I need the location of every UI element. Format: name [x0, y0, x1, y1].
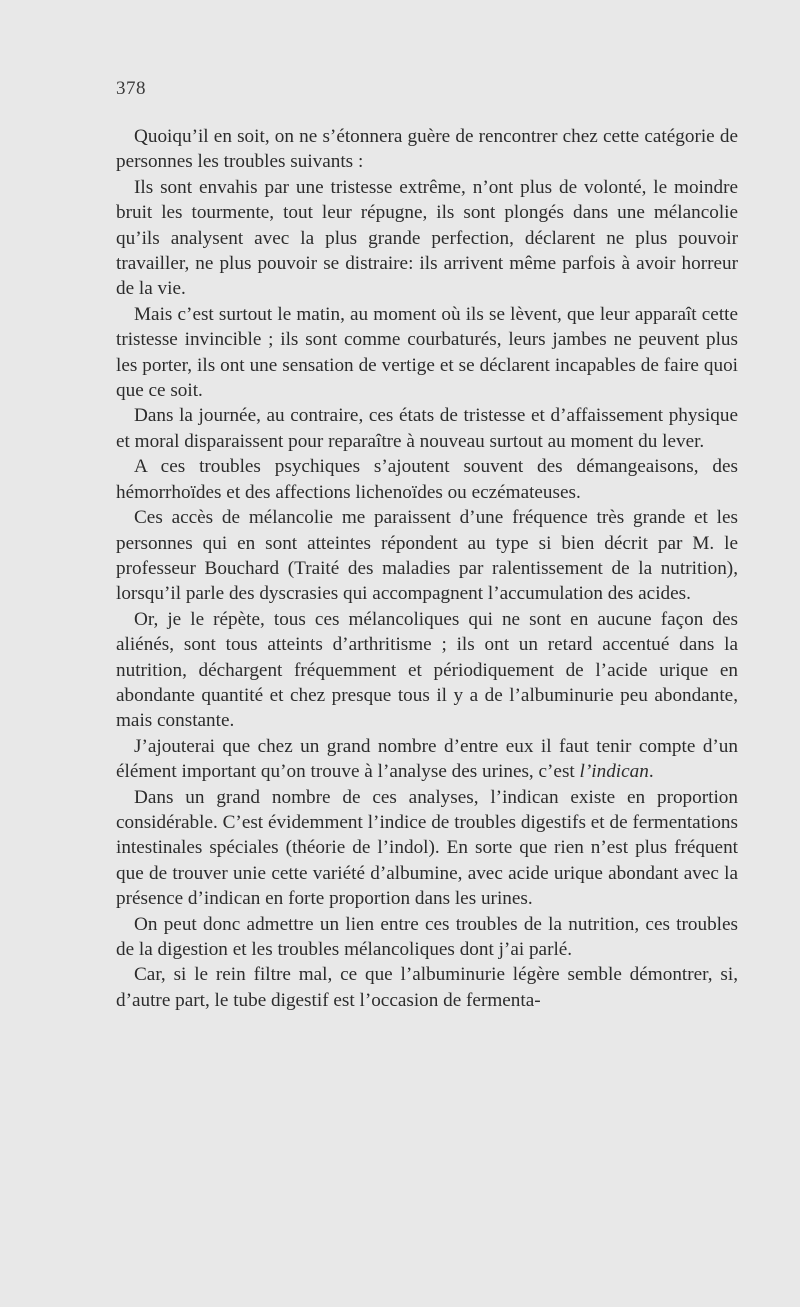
- paragraph-indican: [116, 734, 738, 785]
- paragraph: Dans un grand nombre de ces analyses, l’indican existe en proportion considérable. C’est évidemment l’indice de troubles digestifs et de fermentations intestinales spéciales (théorie de l’indol). En sorte que rien n’est plus fréquent que de trouver unie cette variété d’albumine, avec acide urique abondant avec la présence d’indican en forte proportion dans les urines.: [116, 786, 738, 910]
- paragraph-text: .: [648, 761, 654, 783]
- paragraph: Quoiqu’il en soit, on ne s’étonnera guère de rencontrer chez cette catégorie de personnes les troubles suivants :: [116, 126, 738, 173]
- paragraph: Ils sont envahis par une tristesse extrême, n’ont plus de volonté, le moindre bruit les tourmente, tout leur répugne, ils sont plongés dans une mélancolie qu’ils analysent avec la plus grande perfection, déclarent ne plus pouvoir travailler, ne plus pouvoir se distraire: ils arrivent même parfois à avoir horreur de la vie.: [116, 176, 738, 300]
- paragraph: Or, je le répète, tous ces mélancoliques qui ne sont en aucune façon des aliénés, sont tous atteints d’arthritisme ; ils ont un retard accentué dans la nutrition, déchargent fréquemment et périodiquement de l’acide urique en abondante quantité et chez presque tous il y a de l’albuminurie peu abondante, mais constante.: [116, 608, 738, 732]
- paragraph-text: J’ajouterai que chez un grand nombre d’entre eux il faut tenir compte d’un élément important qu’on trouve à l’analyse des urines, c’est: [116, 735, 738, 783]
- paragraph: Car, si le rein filtre mal, ce que l’albuminurie légère semble démontrer, si, d’autre part, le tube digestif est l’occasion de fermenta-: [116, 964, 738, 1011]
- body-text: [116, 124, 738, 1013]
- italic-term: l’indican: [579, 761, 649, 783]
- paragraph: Ces accès de mélancolie me paraissent d’une fréquence très grande et les personnes qui en sont atteintes répondent au type si bien décrit par M. le professeur Bouchard (Traité des maladies par ralentissement de la nutrition), lorsqu’il parle des dyscrasies qui accompagnent l’accumulation des acides.: [116, 507, 738, 605]
- page-number: 378: [116, 78, 146, 99]
- paragraph: Mais c’est surtout le matin, au moment où ils se lèvent, que leur apparaît cette tristesse invincible ; ils sont comme courbaturés, leurs jambes ne peuvent plus les porter, ils ont une sensation de vertige et se déclarent incapables de faire quoi que ce soit.: [116, 303, 738, 402]
- paragraph: Dans la journée, au contraire, ces états de tristesse et d’affaissement physique et moral disparaissent pour reparaître à nouveau surtout au moment du lever.: [116, 405, 738, 452]
- paragraph: On peut donc admettre un lien entre ces troubles de la nutrition, ces troubles de la digestion et les troubles mélancoliques dont j’ai parlé.: [116, 913, 738, 960]
- paragraph: A ces troubles psychiques s’ajoutent souvent des démangeaisons, des hémorrhoïdes et des affections lichenoïdes ou eczémateuses.: [116, 456, 738, 503]
